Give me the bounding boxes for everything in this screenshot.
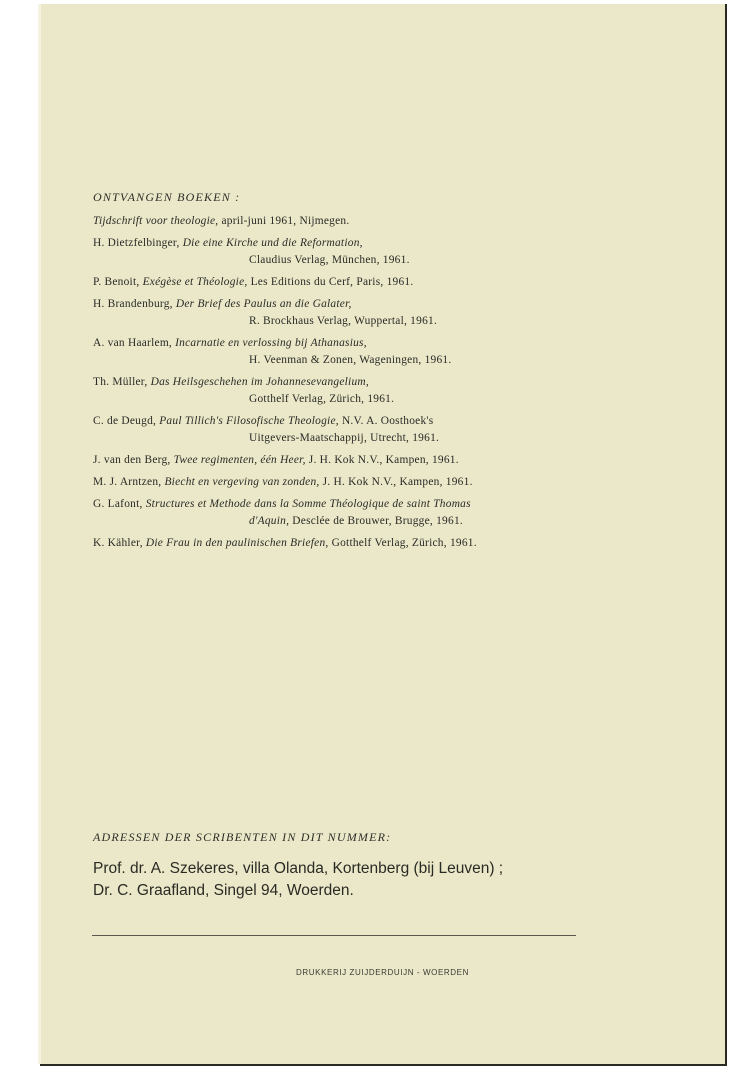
addresses-block [93, 858, 503, 902]
book-author: H. Brandenburg, [93, 298, 176, 310]
book-entry [93, 452, 653, 469]
book-author: A. van Haarlem, [93, 337, 176, 349]
received-books-heading: ONTVANGEN BOEKEN : [93, 190, 241, 204]
book-entry [93, 213, 653, 230]
book-title: Paul Tillich's Filosofische Theologie, [159, 415, 339, 427]
book-author: G. Lafont, [93, 498, 146, 510]
book-title-cont: d'Aquin, [249, 515, 290, 527]
book-entry [93, 496, 653, 530]
book-title: Twee regimenten, één Heer, [173, 454, 306, 466]
book-publisher: Claudius Verlag, München, 1961. [249, 254, 410, 266]
printer-imprint: DRUKKERIJ ZUIJDERDUIJN - WOERDEN [296, 968, 469, 977]
book-publisher: N.V. A. Oosthoek's [338, 415, 434, 427]
book-publisher: Desclée de Brouwer, Brugge, 1961. [289, 515, 463, 527]
divider [92, 935, 576, 936]
book-entry [93, 535, 653, 552]
book-entry [93, 296, 653, 330]
book-title: Die eine Kirche und die Reformation, [182, 237, 363, 249]
received-books-list [93, 213, 653, 557]
book-author: C. de Deugd, [93, 415, 160, 427]
book-entry [93, 335, 653, 369]
book-publisher: Gotthelf Verlag, Zürich, 1961. [328, 537, 477, 549]
book-author: J. van den Berg, [93, 454, 174, 466]
address-line: Prof. dr. A. Szekeres, villa Olanda, Kortenberg (bij Leuven) ; [93, 860, 504, 877]
book-author: M. J. Arntzen, [93, 476, 165, 488]
book-entry [93, 235, 653, 269]
book-author: H. Dietzfelbinger, [93, 237, 183, 249]
book-publisher: J. H. Kok N.V., Kampen, 1961. [305, 454, 459, 466]
book-entry [93, 374, 653, 408]
book-title: Structures et Methode dans la Somme Théologique de saint Thomas [145, 498, 471, 510]
book-publisher: april-juni 1961, Nijmegen. [218, 215, 350, 227]
book-title: Biecht en vergeving van zonden, [164, 476, 320, 488]
addresses-heading: ADRESSEN DER SCRIBENTEN IN DIT NUMMER: [93, 830, 392, 844]
book-title: Der Brief des Paulus an die Galater, [175, 298, 352, 310]
book-title: Exégèse et Théologie, [142, 276, 248, 288]
book-publisher: Gotthelf Verlag, Zürich, 1961. [249, 393, 395, 405]
book-publisher-cont: Uitgevers-Maatschappij, Utrecht, 1961. [249, 432, 440, 444]
book-title: Das Heilsgeschehen im Johannesevangelium, [150, 376, 369, 388]
book-entry [93, 474, 653, 491]
book-author: P. Benoit, [93, 276, 143, 288]
book-publisher: Les Editions du Cerf, Paris, 1961. [247, 276, 414, 288]
address-line: Dr. C. Graafland, Singel 94, Woerden. [93, 882, 354, 899]
page-sheet [40, 4, 727, 1066]
book-entry [93, 274, 653, 291]
book-title: Incarnatie en verlossing bij Athanasius, [175, 337, 367, 349]
book-author: K. Kähler, [93, 537, 146, 549]
book-publisher: H. Veenman & Zonen, Wageningen, 1961. [249, 354, 452, 366]
book-entry [93, 413, 653, 447]
book-title: Tijdschrift voor theologie, [93, 215, 219, 227]
book-author: Th. Müller, [93, 376, 151, 388]
book-publisher: R. Brockhaus Verlag, Wuppertal, 1961. [249, 315, 438, 327]
book-title: Die Frau in den paulinischen Briefen, [145, 537, 329, 549]
book-publisher: J. H. Kok N.V., Kampen, 1961. [319, 476, 473, 488]
